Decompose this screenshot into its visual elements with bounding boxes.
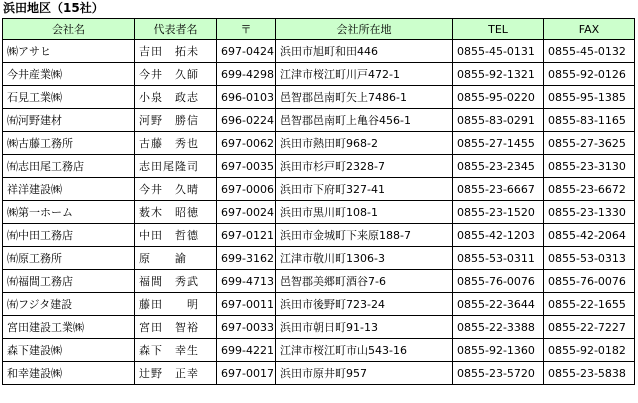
table-row xyxy=(3,224,635,247)
representative-cell: 薮木 昭徳 xyxy=(135,201,217,224)
address-cell: 浜田市黒川町108-1 xyxy=(276,201,453,224)
address-cell: 江津市桜江町川戸472-1 xyxy=(276,63,453,86)
company-name-cell: ㈱第一ホーム xyxy=(3,201,135,224)
tel-cell: 0855-23-5720 xyxy=(453,362,544,385)
postal-code-cell: 697-0017 xyxy=(217,362,276,385)
company-name-cell: ㈲福間工務店 xyxy=(3,270,135,293)
table-row xyxy=(3,316,635,339)
representative-cell: 宮田 智裕 xyxy=(135,316,217,339)
postal-code-cell: 699-4221 xyxy=(217,339,276,362)
representative-cell: 中田 哲德 xyxy=(135,224,217,247)
tel-cell: 0855-22-3388 xyxy=(453,316,544,339)
fax-cell: 0855-23-5838 xyxy=(544,362,635,385)
representative-cell: 原 諭 xyxy=(135,247,217,270)
table-row xyxy=(3,201,635,224)
company-name-cell: ㈱古藤工務所 xyxy=(3,132,135,155)
address-cell: 邑智郡邑南町上亀谷456-1 xyxy=(276,109,453,132)
address-cell: 浜田市原井町957 xyxy=(276,362,453,385)
representative-cell: 藤田 明 xyxy=(135,293,217,316)
postal-code-cell: 697-0011 xyxy=(217,293,276,316)
fax-cell: 0855-42-2064 xyxy=(544,224,635,247)
table-row xyxy=(3,339,635,362)
address-cell: 江津市敬川町1306-3 xyxy=(276,247,453,270)
table-row xyxy=(3,40,635,63)
page-title: 浜田地区（15社） xyxy=(3,1,104,15)
fax-cell: 0855-76-0076 xyxy=(544,270,635,293)
fax-cell: 0855-95-1385 xyxy=(544,86,635,109)
postal-code-cell: 696-0224 xyxy=(217,109,276,132)
fax-cell: 0855-23-6672 xyxy=(544,178,635,201)
representative-cell: 志田尾隆司 xyxy=(135,155,217,178)
table-row xyxy=(3,132,635,155)
postal-code-cell: 697-0006 xyxy=(217,178,276,201)
address-cell: 浜田市金城町下来原188-7 xyxy=(276,224,453,247)
table-row xyxy=(3,155,635,178)
representative-cell: 古藤 秀也 xyxy=(135,132,217,155)
tel-cell: 0855-23-1520 xyxy=(453,201,544,224)
fax-cell: 0855-83-1165 xyxy=(544,109,635,132)
address-cell: 江津市桜江町市山543-16 xyxy=(276,339,453,362)
postal-code-cell: 697-0062 xyxy=(217,132,276,155)
postal-code-cell: 697-0033 xyxy=(217,316,276,339)
table-row xyxy=(3,86,635,109)
tel-cell: 0855-83-0291 xyxy=(453,109,544,132)
header-company-name: 会社名 xyxy=(3,19,135,40)
company-name-cell: 石見工業㈱ xyxy=(3,86,135,109)
table-body xyxy=(3,40,635,385)
table-row xyxy=(3,247,635,270)
representative-cell: 今井 久晴 xyxy=(135,178,217,201)
company-name-cell: ㈲志田尾工務店 xyxy=(3,155,135,178)
table-row xyxy=(3,293,635,316)
representative-cell: 小泉 政志 xyxy=(135,86,217,109)
address-cell: 浜田市旭町和田446 xyxy=(276,40,453,63)
tel-cell: 0855-45-0131 xyxy=(453,40,544,63)
postal-code-cell: 697-0424 xyxy=(217,40,276,63)
tel-cell: 0855-92-1360 xyxy=(453,339,544,362)
table-header-row xyxy=(3,19,635,40)
header-address: 会社所在地 xyxy=(276,19,453,40)
address-cell: 浜田市朝日町91-13 xyxy=(276,316,453,339)
postal-code-cell: 697-0035 xyxy=(217,155,276,178)
representative-cell: 福間 秀武 xyxy=(135,270,217,293)
fax-cell: 0855-45-0132 xyxy=(544,40,635,63)
tel-cell: 0855-27-1455 xyxy=(453,132,544,155)
address-cell: 浜田市後野町723-24 xyxy=(276,293,453,316)
address-cell: 邑智郡美郷町酒谷7-6 xyxy=(276,270,453,293)
header-postal-code: 〒 xyxy=(217,19,276,40)
fax-cell: 0855-23-3130 xyxy=(544,155,635,178)
company-name-cell: ㈲河野建材 xyxy=(3,109,135,132)
company-name-cell: ㈱アサヒ xyxy=(3,40,135,63)
table-row xyxy=(3,109,635,132)
address-cell: 浜田市下府町327-41 xyxy=(276,178,453,201)
postal-code-cell: 697-0121 xyxy=(217,224,276,247)
tel-cell: 0855-42-1203 xyxy=(453,224,544,247)
company-name-cell: 和幸建設㈱ xyxy=(3,362,135,385)
representative-cell: 吉田 拓未 xyxy=(135,40,217,63)
fax-cell: 0855-23-1330 xyxy=(544,201,635,224)
fax-cell: 0855-27-3625 xyxy=(544,132,635,155)
representative-cell: 森下 幸生 xyxy=(135,339,217,362)
company-name-cell: 今井産業㈱ xyxy=(3,63,135,86)
tel-cell: 0855-76-0076 xyxy=(453,270,544,293)
address-cell: 浜田市熱田町968-2 xyxy=(276,132,453,155)
postal-code-cell: 699-4298 xyxy=(217,63,276,86)
tel-cell: 0855-95-0220 xyxy=(453,86,544,109)
tel-cell: 0855-23-6667 xyxy=(453,178,544,201)
representative-cell: 今井 久師 xyxy=(135,63,217,86)
fax-cell: 0855-92-0182 xyxy=(544,339,635,362)
fax-cell: 0855-22-7227 xyxy=(544,316,635,339)
company-name-cell: ㈲中田工務店 xyxy=(3,224,135,247)
representative-cell: 河野 勝信 xyxy=(135,109,217,132)
postal-code-cell: 696-0103 xyxy=(217,86,276,109)
company-table xyxy=(2,18,635,385)
postal-code-cell: 697-0024 xyxy=(217,201,276,224)
tel-cell: 0855-53-0311 xyxy=(453,247,544,270)
postal-code-cell: 699-4713 xyxy=(217,270,276,293)
table-row xyxy=(3,178,635,201)
header-representative: 代表者名 xyxy=(135,19,217,40)
tel-cell: 0855-23-2345 xyxy=(453,155,544,178)
fax-cell: 0855-53-0313 xyxy=(544,247,635,270)
header-tel: TEL xyxy=(453,19,544,40)
address-cell: 浜田市杉戸町2328-7 xyxy=(276,155,453,178)
company-name-cell: ㈲原工務所 xyxy=(3,247,135,270)
company-name-cell: 宮田建設工業㈱ xyxy=(3,316,135,339)
company-name-cell: 森下建設㈱ xyxy=(3,339,135,362)
header-fax: FAX xyxy=(544,19,635,40)
company-name-cell: 祥洋建設㈱ xyxy=(3,178,135,201)
company-name-cell: ㈲フジタ建設 xyxy=(3,293,135,316)
tel-cell: 0855-22-3644 xyxy=(453,293,544,316)
tel-cell: 0855-92-1321 xyxy=(453,63,544,86)
fax-cell: 0855-22-1655 xyxy=(544,293,635,316)
table-row xyxy=(3,362,635,385)
postal-code-cell: 699-3162 xyxy=(217,247,276,270)
representative-cell: 辻野 正幸 xyxy=(135,362,217,385)
address-cell: 邑智郡邑南町矢上7486-1 xyxy=(276,86,453,109)
table-row xyxy=(3,63,635,86)
fax-cell: 0855-92-0126 xyxy=(544,63,635,86)
table-row xyxy=(3,270,635,293)
